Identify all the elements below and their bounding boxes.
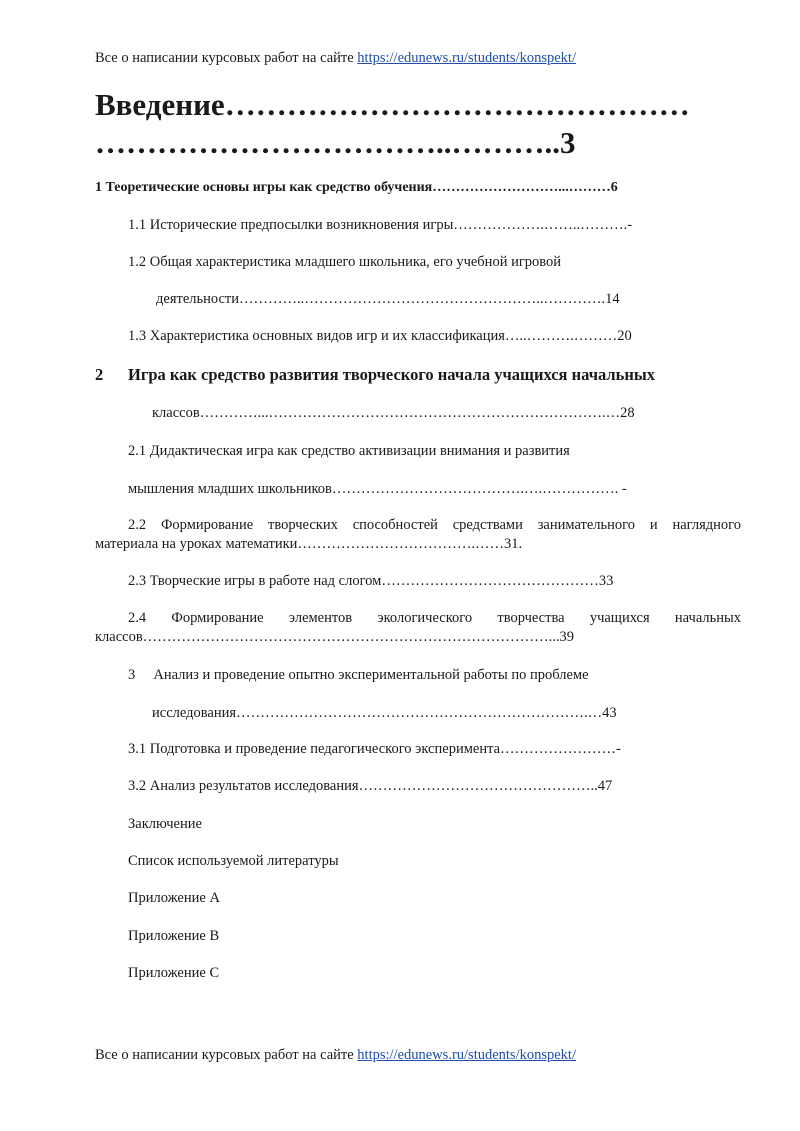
toc-chapter-3-line1[interactable]: 3 Анализ и проведение опытно экспериментальной работы по проблеме xyxy=(128,667,589,683)
toc-chapter-3-line2[interactable]: исследования……………………………………………………………….…43 xyxy=(152,705,617,721)
toc-appendix-c[interactable]: Приложение С xyxy=(128,965,220,981)
toc-section-2-2[interactable] xyxy=(95,516,741,554)
header-text: Все о написании курсовых работ на сайте xyxy=(95,50,358,66)
toc-section-2-2-line1 xyxy=(95,516,741,535)
toc-chapter-2-number: 2 xyxy=(95,365,104,384)
toc-section-2-1-line2[interactable]: мышления младших школьников………………………………….….……………. - xyxy=(128,481,627,497)
header-link[interactable]: https://edunews.ru/students/konspekt/ xyxy=(357,50,576,66)
header-line xyxy=(95,49,576,67)
footer-line xyxy=(95,1046,576,1064)
word: творчества xyxy=(497,610,565,626)
toc-section-2-4-line2: классов…………………………………………………………………………...39 xyxy=(95,629,575,645)
word: начальных xyxy=(674,610,741,626)
toc-section-2-1-line1[interactable]: 2.1 Дидактическая игра как средство активизации внимания и развития xyxy=(128,443,570,459)
toc-section-1-1[interactable]: 1.1 Исторические предпосылки возникновения игры……………….……..……….- xyxy=(128,217,633,233)
toc-section-1-2-line2[interactable]: деятельности…………..…………………………………………..………….14 xyxy=(156,291,620,307)
word: и xyxy=(649,517,658,533)
toc-section-2-3[interactable]: 2.3 Творческие игры в работе над слогом………………………………………33 xyxy=(128,573,614,589)
word: учащихся xyxy=(589,610,650,626)
word: средствами xyxy=(452,517,523,533)
toc-section-2-4-line1 xyxy=(95,609,741,628)
toc-section-1-2-line1[interactable]: 1.2 Общая характеристика младшего школьника, его учебной игровой xyxy=(128,254,562,270)
toc-references[interactable]: Список используемой литературы xyxy=(128,853,339,869)
word: элементов xyxy=(288,610,353,626)
toc-chapter-2-title[interactable]: Игра как средство развития творческого начала учащихся начальных xyxy=(128,365,656,384)
toc-appendix-b[interactable]: Приложение В xyxy=(128,928,220,944)
word: 2.2 xyxy=(128,517,147,533)
word: Формирование xyxy=(160,517,254,533)
word: способностей xyxy=(352,517,438,533)
footer-text: Все о написании курсовых работ на сайте xyxy=(95,1047,358,1063)
word: наглядного xyxy=(672,517,741,533)
toc-conclusion[interactable]: Заключение xyxy=(128,816,202,832)
toc-section-3-1[interactable]: 3.1 Подготовка и проведение педагогического эксперимента……………………- xyxy=(128,741,621,757)
toc-section-3-2[interactable]: 3.2 Анализ результатов исследования…………………………………………..47 xyxy=(128,778,613,794)
toc-section-2-2-line2: материала на уроках математики……………………………….……31. xyxy=(95,536,523,552)
toc-appendix-a[interactable]: Приложение А xyxy=(128,890,220,906)
footer-link[interactable]: https://edunews.ru/students/konspekt/ xyxy=(357,1047,576,1063)
toc-section-2-4[interactable] xyxy=(95,609,741,647)
word: занимательного xyxy=(537,517,635,533)
toc-chapter-2-line2[interactable]: классов…………...…………………………………………………………….…28 xyxy=(152,405,635,421)
toc-section-1-3[interactable]: 1.3 Характеристика основных видов игр и их классификация…..……….………20 xyxy=(128,328,632,344)
toc-intro-line1[interactable]: Введение……………………………………… xyxy=(95,87,690,122)
word: 2.4 xyxy=(128,610,147,626)
toc-intro-line2[interactable]: ……………………………..………..3 xyxy=(95,125,576,160)
word: Формирование xyxy=(171,610,264,626)
word: экологического xyxy=(377,610,473,626)
toc-chapter-1[interactable]: 1 Теоретические основы игры как средство обучения………………………...………6 xyxy=(95,180,618,195)
word: творческих xyxy=(268,517,338,533)
